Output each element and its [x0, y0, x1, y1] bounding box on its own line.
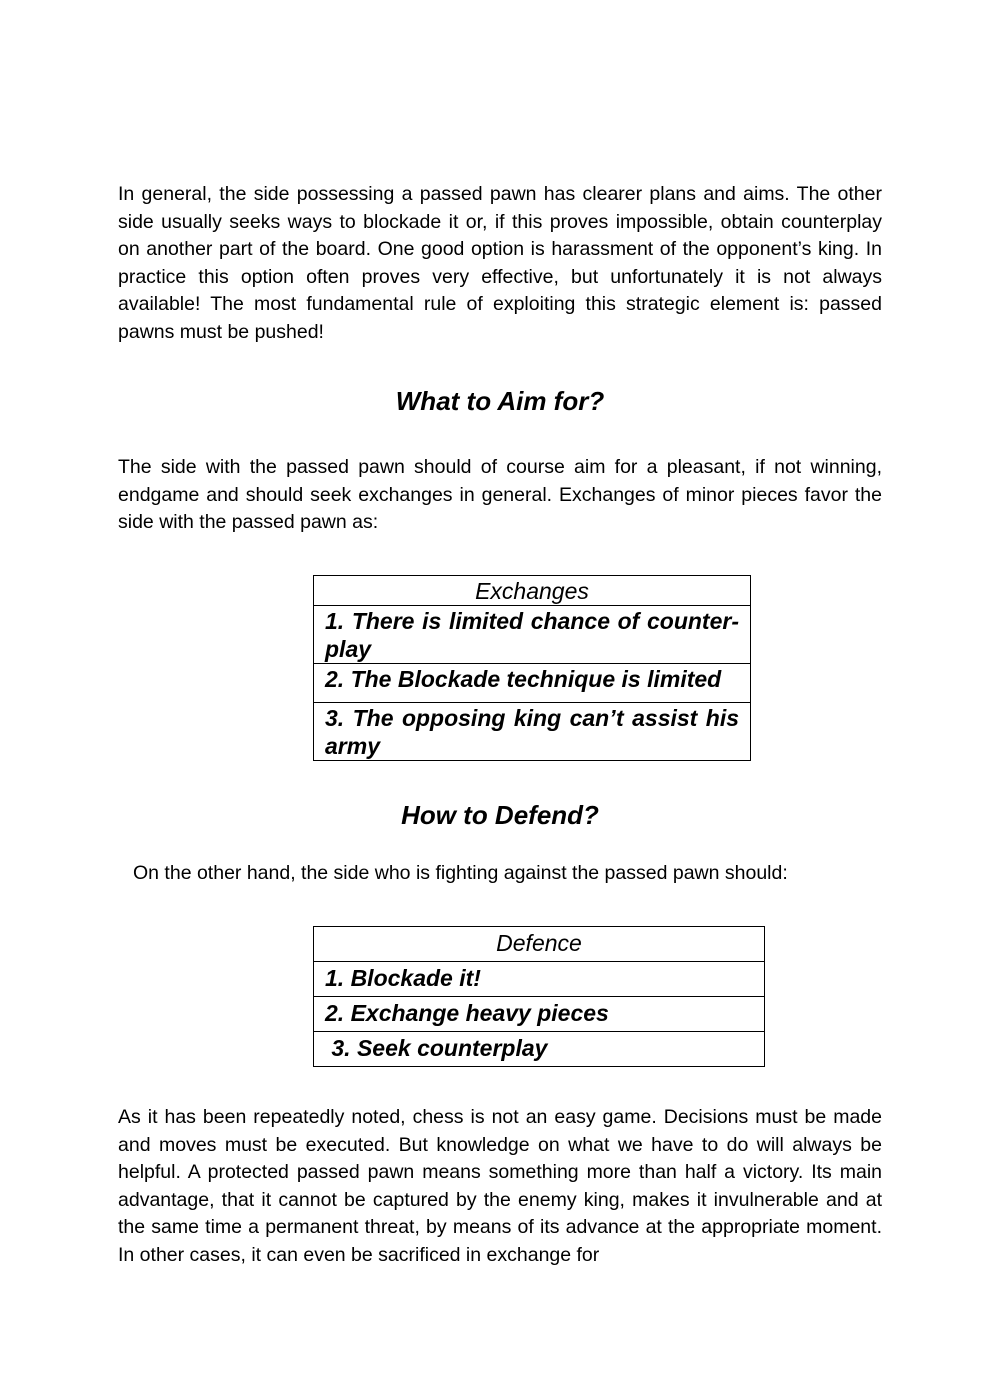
table-header-row [314, 576, 751, 606]
heading-what-to-aim-for: What to Aim for? [395, 386, 605, 416]
defence-header: Defence [314, 927, 765, 962]
heading-how-to-defend: How to Defend? [401, 800, 599, 830]
table-row [314, 997, 765, 1032]
table-row [314, 703, 751, 761]
exchanges-header: Exchanges [314, 576, 751, 606]
table-row [314, 962, 765, 997]
table-row [314, 606, 751, 664]
aim-paragraph: The side with the passed pawn should of course aim for a pleasant, if not winning, endgame and should seek exchanges in general. Exchanges of minor pieces favor the side with the passed pawn as: [118, 456, 882, 534]
defend-paragraph: On the other hand, the side who is fighting against the passed pawn should: [133, 862, 788, 884]
table-row [314, 1032, 765, 1067]
exchanges-item-2: 2. The Blockade technique is limited [314, 664, 751, 703]
defence-table [313, 926, 765, 1067]
defence-item-3: 3. Seek counterplay [314, 1032, 765, 1067]
closing-paragraph: As it has been repeatedly noted, chess is not an easy game. Decisions must be made and moves must be executed. But knowledge on what we have to do will always be helpful. A protected passed pawn means something more than half a victory. Its main advantage, that it cannot be captured by the enemy king, makes it invulnerable and at the same time a permanent threat, by means of its advance at the appropriate moment. In other cases, it can even be sacrificed in exchange for [118, 1106, 882, 1266]
exchanges-item-1: 1. There is limited chance of counter-play [314, 606, 751, 664]
exchanges-item-3: 3. The opposing king can’t assist his army [314, 703, 751, 761]
exchanges-table [313, 575, 751, 761]
intro-paragraph: In general, the side possessing a passed pawn has clearer plans and aims. The other side usually seeks ways to blockade it or, if this proves impossible, obtain counterplay on another part of the board. One good option is harassment of the opponent’s king. In practice this option often proves very effective, but unfortunately it is not always available! The most fundamental rule of exploiting this strategic element is: passed pawns must be pushed! [118, 183, 882, 343]
defence-item-2: 2. Exchange heavy pieces [314, 997, 765, 1032]
defence-item-1: 1. Blockade it! [314, 962, 765, 997]
table-header-row [314, 927, 765, 962]
table-row [314, 664, 751, 703]
